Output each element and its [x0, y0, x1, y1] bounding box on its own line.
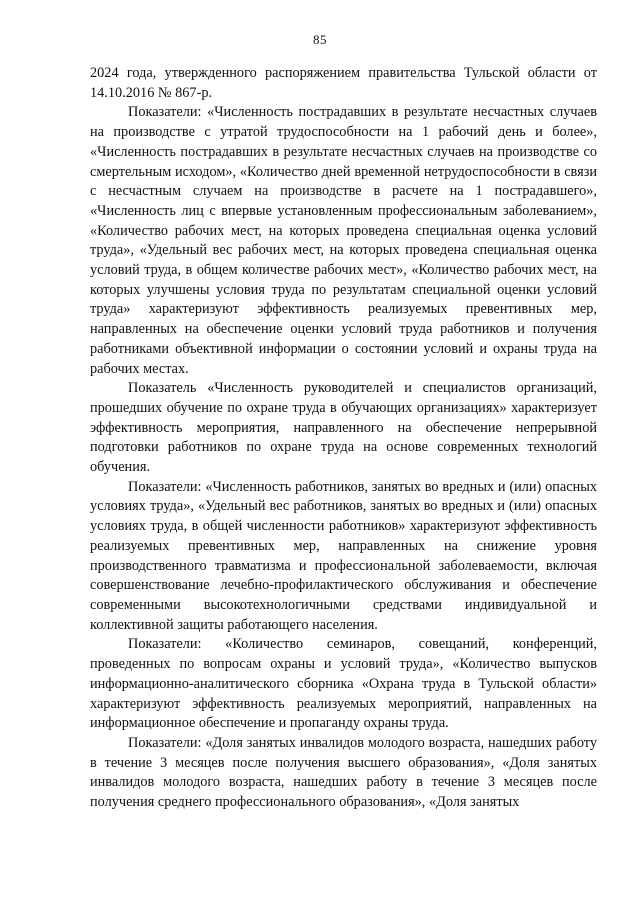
page-number: 85	[313, 32, 327, 47]
paragraph-training-indicator: Показатель «Численность руководителей и специалистов организаций, прошедших обучение по охране труда в обучающих организациях» характеризует эффективность мероприятия, направленного на обеспечение непрерывной подготовки работников по охране труда на основе современных технологий обучения.	[90, 380, 597, 476]
paragraph-disabled-employment-indicators: Показатели: «Доля занятых инвалидов молодого возраста, нашедших работу в течение 3 месяцев после получения высшего образования», «Доля занятых инвалидов молодого возраста, нашедших работу в течение 3 месяцев после получения среднего профессионального образования», «Доля занятых	[90, 734, 597, 811]
body-text	[90, 64, 597, 813]
paragraph-hazardous-conditions-indicators: Показатели: «Численность работников, занятых во вредных и (или) опасных условиях труда», «Удельный вес работников, занятых во вредных и (или) опасных условиях труда, в общей численности работников» характеризуют эффективность реализуемых превентивных мер, направленных на снижение уровня производственного травматизма и профессиональной заболеваемости, включая совершенствование лечебно-профилактического обслуживания и обеспечение современными высокотехнологичными средствами индивидуальной и коллективной защиты работающего населения.	[90, 478, 597, 633]
paragraph-labor-safety-indicators: Показатели: «Численность пострадавших в результате несчастных случаев на производстве с утратой трудоспособности на 1 рабочий день и более», «Численность пострадавших в результате несчастных случаев на производстве со смертельным исходом», «Количество дней временной нетрудоспособности в связи с несчастным случаем на производстве в расчете на 1 пострадавшего», «Численность лиц с впервые установленным профессиональным заболеванием», «Количество рабочих мест, на которых проведена специальная оценка условий труда», «Удельный вес рабочих мест, на которых проведена специальная оценка условий труда, в общем количестве рабочих мест», «Количество рабочих мест, на которых улучшены условия труда по результатам специальной оценки условий труда» характеризуют эффективность реализуемых превентивных мер, направленных на обеспечение оценки условий труда работников и получения работниками объективной информации о состоянии условий и охраны труда на рабочих местах.	[90, 104, 597, 377]
paragraph-continuation: 2024 года, утвержденного распоряжением правительства Тульской области от 14.10.2016 № 867-р.	[90, 65, 597, 101]
paragraph-seminars-indicators: Показатели: «Количество семинаров, совещаний, конференций, проведенных по вопросам охраны и условий труда», «Количество выпусков информационно-аналитического сборника «Охрана труда в Тульской области» характеризуют эффективность реализуемых мероприятий, направленных на информационное обеспечение и пропаганду охраны труда.	[90, 636, 597, 732]
